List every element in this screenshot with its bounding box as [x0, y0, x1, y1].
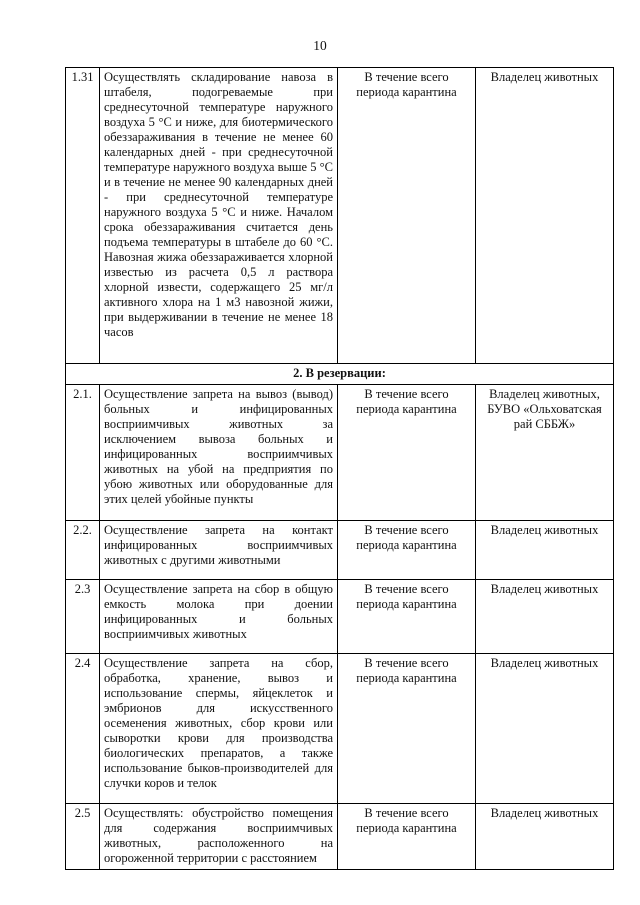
term-text: В течение всего периода карантина	[338, 385, 476, 521]
measure-text: Осуществлять: обустройство помещения для содержания восприимчивых животных, расположенного на огороженной территории с расстоянием	[100, 804, 338, 870]
term-text: В течение всего периода карантина	[338, 654, 476, 804]
measure-text: Осуществление запрета на сбор, обработка, хранение, вывоз и использование спермы, яйцеклеток и эмбрионов для искусственного осеменения животных, сбор крови или сыворотки крови для производства биологических препаратов, а также использование быков-производителей для случки коров и телок	[100, 654, 338, 804]
row-number: 2.5	[66, 804, 100, 870]
row-number: 2.1.	[66, 385, 100, 521]
measure-text: Осуществление запрета на вывоз (вывод) больных и инфицированных восприимчивых животных за исключением вывоза больных и инфицированных восприимчивых животных на убой на предприятия по убою животных или оборудованные для этих целей убойные пункты	[100, 385, 338, 521]
term-text: В течение всего периода карантина	[338, 804, 476, 870]
responsible-text: Владелец животных	[476, 804, 614, 870]
table-row	[66, 580, 614, 654]
table-row	[66, 654, 614, 804]
measure-text: Осуществление запрета на контакт инфицированных восприимчивых животных с другими животными	[100, 521, 338, 580]
responsible-text: Владелец животных	[476, 580, 614, 654]
measure-text: Осуществлять складирование навоза в штабеля, подогреваемые при среднесуточной температуре наружного воздуха 5 °С и ниже, для биотермического обеззараживания в течение не менее 60 календарных дней - при среднесуточной температуре наружного воздуха выше 5 °С и в течение не менее 90 календарных дней - при среднесуточной температуре наружного воздуха 5 °С и ниже. Началом срока обеззараживания считается день подъема температуры в штабеле до 60 °С. Навозная жижа обеззараживается хлорной известью из расчета 0,5 л раствора хлорной извести, содержащего 25 мг/л активного хлора на 1 м3 навозной жижи, при выдерживании в течение не менее 18 часов	[100, 68, 338, 364]
row-number: 1.31	[66, 68, 100, 364]
section-header-row	[66, 364, 614, 385]
table-row	[66, 521, 614, 580]
responsible-text: Владелец животных, БУВО «Ольховатская рай СББЖ»	[476, 385, 614, 521]
responsible-text: Владелец животных	[476, 68, 614, 364]
table-row	[66, 68, 614, 364]
responsible-text: Владелец животных	[476, 654, 614, 804]
term-text: В течение всего периода карантина	[338, 68, 476, 364]
term-text: В течение всего периода карантина	[338, 521, 476, 580]
row-number: 2.2.	[66, 521, 100, 580]
measure-text: Осуществление запрета на сбор в общую емкость молока при доении инфицированных и больных восприимчивых животных	[100, 580, 338, 654]
row-number: 2.3	[66, 580, 100, 654]
term-text: В течение всего периода карантина	[338, 580, 476, 654]
measures-table	[65, 67, 614, 870]
table-row	[66, 804, 614, 870]
table-row	[66, 385, 614, 521]
row-number: 2.4	[66, 654, 100, 804]
responsible-text: Владелец животных	[476, 521, 614, 580]
page-number: 10	[313, 38, 327, 53]
section-title: 2. В резервации:	[66, 364, 614, 385]
